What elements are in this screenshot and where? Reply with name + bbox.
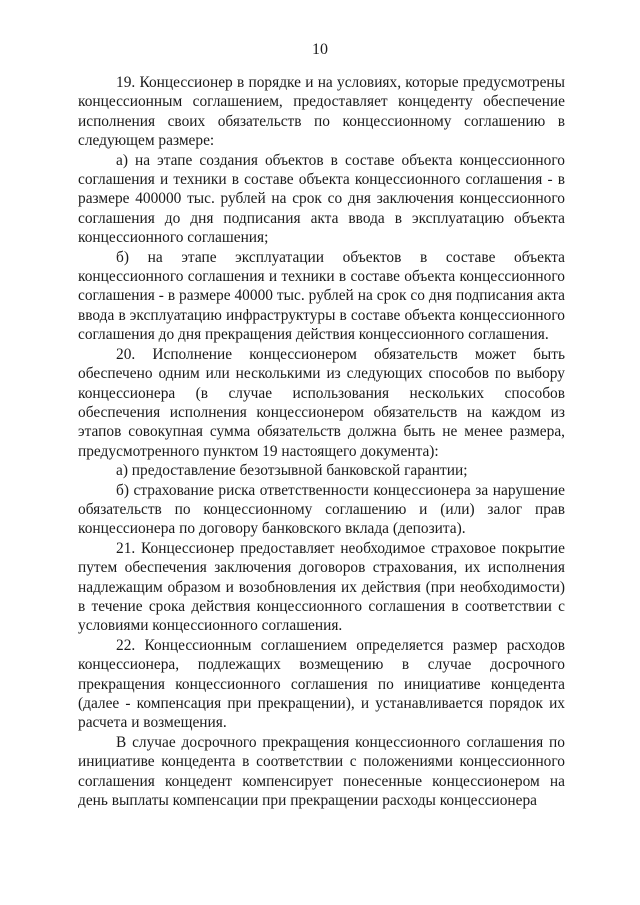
paragraph-20-a: а) предоставление безотзывной банковской гарантии; xyxy=(116,462,468,480)
paragraph-20-b: б) страхование риска ответственности концессионера за нарушение обязательств по концессионному соглашению и (или) залог прав концессионера по договору банковского вклада (депозита). xyxy=(78,481,565,538)
paragraph-21: 21. Концессионер предоставляет необходимое страховое покрытие путем обеспечения заключения договоров страхования, их исполнения надлежащим образом и возобновления их действия (при необходимости) в течение срока действия концессионного соглашения в соответствии с условиями концессионного соглашения. xyxy=(78,539,565,635)
paragraph-22: 22. Концессионным соглашением определяется размер расходов концессионера, подлежащих возмещению в случае досрочного прекращения концессионного соглашения по инициативе концедента (далее - компенсация при прекращении), и устанавливается порядок их расчета и возмещения. xyxy=(78,636,565,732)
paragraph-20: 20. Исполнение концессионером обязательств может быть обеспечено одним или несколькими из следующих способов по выбору концессионера (в случае использования нескольких способов обеспечения исполнения концессионером обязательств на каждом из этапов совокупная сумма обязательств должна быть не менее размера, предусмотренного пунктом 19 настоящего документа): xyxy=(78,345,565,460)
page-number: 10 xyxy=(312,41,328,58)
paragraph-19-a: а) на этапе создания объектов в составе объекта концессионного соглашения и техники в составе объекта концессионного соглашения - в размере 400000 тыс. рублей на срок со дня заключения концессионного соглашения до дня подписания акта ввода в эксплуатацию объекта концессионного соглашения; xyxy=(78,151,565,247)
paragraph-22-continuation: В случае досрочного прекращения концессионного соглашения по инициативе концедента в соответствии с положениями концессионного соглашения концедент компенсирует понесенные концессионером на день выплаты компенсации при прекращении расходы концессионера xyxy=(78,733,565,810)
paragraph-19: 19. Концессионер в порядке и на условиях, которые предусмотрены концессионным соглашением, предоставляет концеденту обеспечение исполнения своих обязательств по концессионному соглашению в следующем размере: xyxy=(78,74,565,150)
paragraph-19-b: б) на этапе эксплуатации объектов в составе объекта концессионного соглашения и техники в составе объекта концессионного соглашения - в размере 40000 тыс. рублей на срок со дня подписания акта ввода в эксплуатацию инфраструктуры в составе объекта концессионного соглашения до дня прекращения действия концессионного соглашения. xyxy=(78,248,565,344)
document-body xyxy=(78,73,565,810)
